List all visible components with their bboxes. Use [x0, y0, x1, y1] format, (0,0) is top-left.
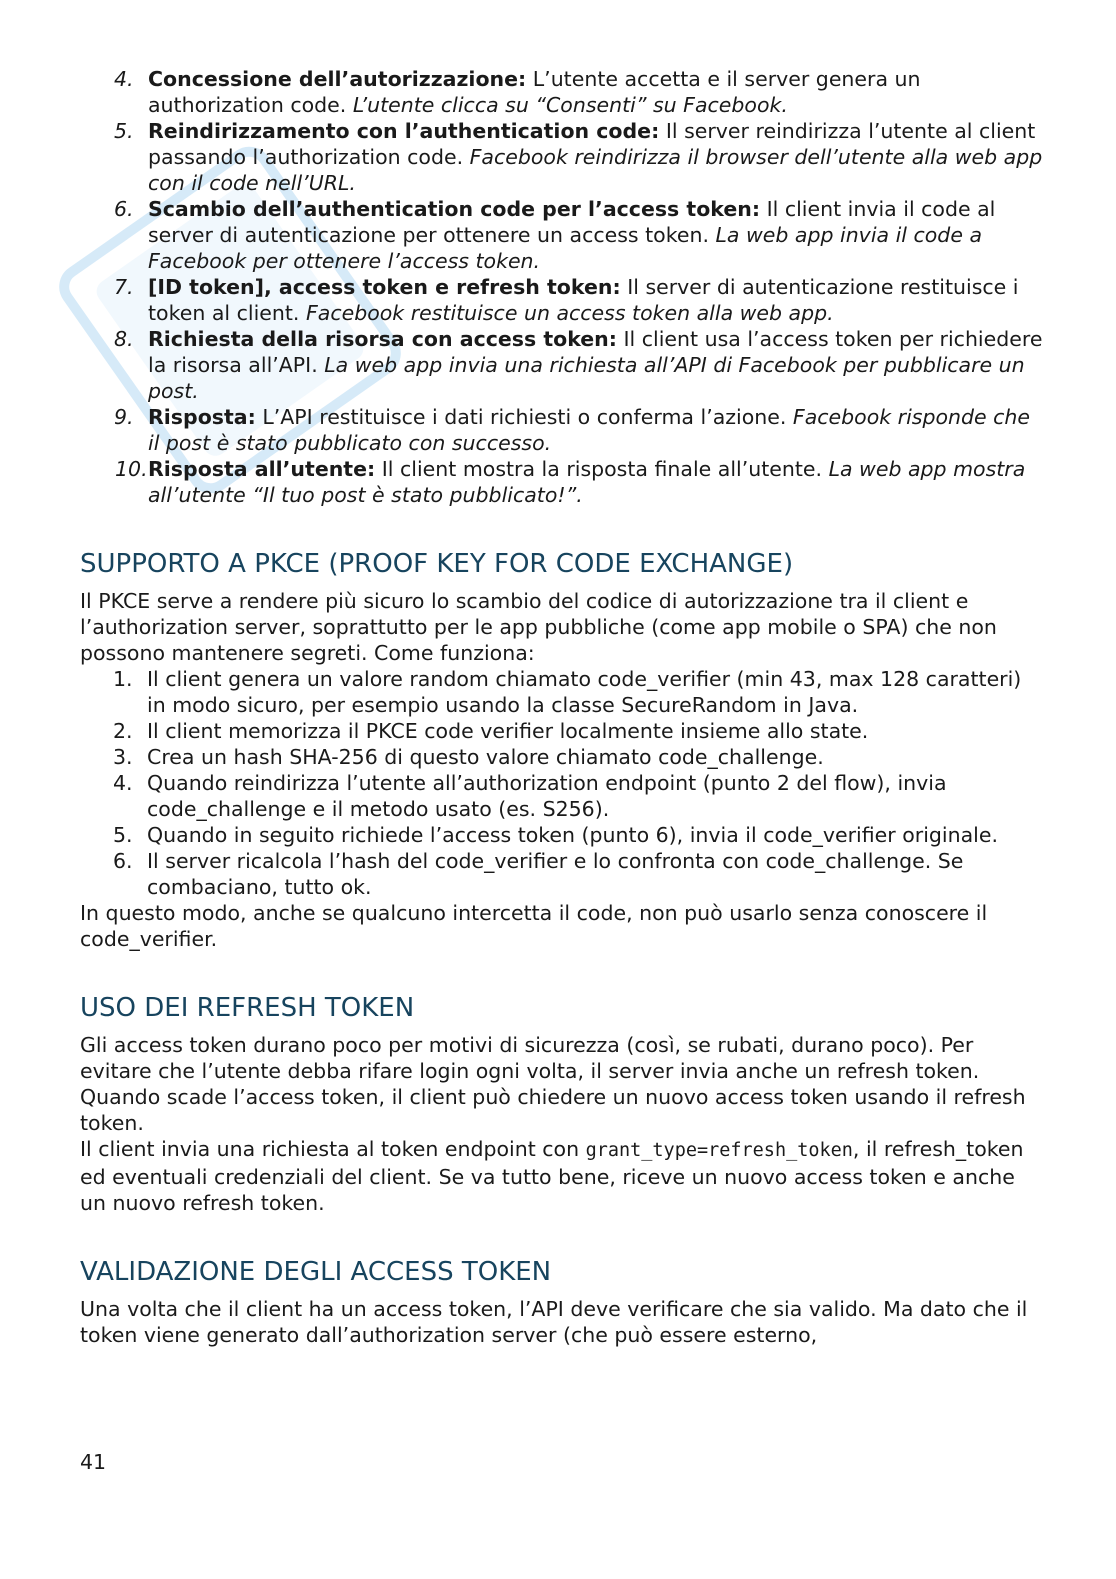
- pkce-step-text: Quando in seguito richiede l’access token (punto 6), invia il code_verifier originale.: [147, 823, 998, 847]
- flow-step: [80, 196, 1045, 274]
- flow-step-number: 7.: [114, 275, 134, 299]
- document-page: [80, 66, 1045, 1348]
- pkce-step-number: 4.: [113, 771, 133, 795]
- pkce-step-number: 3.: [113, 745, 133, 769]
- grant-type-code: grant_type=refresh_token: [585, 1140, 853, 1161]
- flow-step-text: Il client usa l’access token per richiedere la risorsa all’API.: [148, 327, 1043, 377]
- pkce-outro: In questo modo, anche se qualcuno intercetta il code, non può usarlo senza conoscere il code_verifier.: [80, 901, 988, 951]
- pkce-step-number: 5.: [113, 823, 133, 847]
- refresh-paragraph: Quando scade l’access token, il client può chiedere un nuovo access token usando il refresh token.: [80, 1085, 1026, 1135]
- flow-step-example: La web app mostra all’utente “Il tuo post è stato pubblicato!”.: [148, 457, 1026, 507]
- flow-step-title: [ID token], access token e refresh token:: [148, 275, 621, 299]
- page-number: 41: [80, 1450, 107, 1474]
- flow-step-title: Scambio dell’authentication code per l’access token:: [148, 197, 761, 221]
- section-heading-refresh: USO DEI REFRESH TOKEN: [80, 993, 415, 1023]
- flow-step-example: La web app invia una richiesta all’API di Facebook per pubblicare un post.: [148, 353, 1025, 403]
- pkce-intro: Il PKCE serve a rendere più sicuro lo scambio del codice di autorizzazione tra il client e l’authorization server, soprattutto per le app pubbliche (come app mobile o SPA) che non possono mantenere segreti. Come funziona:: [80, 589, 997, 665]
- flow-step-title: Reindirizzamento con l’authentication code:: [148, 119, 660, 143]
- pkce-step-text: Quando reindirizza l’utente all’authorization endpoint (punto 2 del flow), invia code_challenge e il metodo usato (es. S256).: [147, 771, 947, 821]
- pkce-step-text: Il client memorizza il PKCE code verifier localmente insieme allo state.: [147, 719, 869, 743]
- oauth-flow-list: [80, 66, 1045, 508]
- flow-step-title: Risposta:: [148, 405, 256, 429]
- flow-step-text: L’API restituisce i dati richiesti o conferma l’azione.: [255, 405, 793, 429]
- flow-step: [80, 274, 1045, 326]
- flow-step-text: Il client invia il code al server di autenticazione per ottenere un access token.: [148, 197, 996, 247]
- flow-step: [80, 456, 1045, 508]
- flow-step-title: Risposta all’utente:: [148, 457, 376, 481]
- pkce-steps-list: [80, 666, 1045, 900]
- pkce-step: [80, 848, 1045, 900]
- flow-step: [80, 404, 1045, 456]
- validation-paragraph: Una volta che il client ha un access token, l’API deve verificare che sia valido. Ma dato che il token viene generato dall’authorization server (che può essere esterno,: [80, 1297, 1028, 1347]
- flow-step-text: L’utente accetta e il server genera un authorization code.: [148, 67, 921, 117]
- pkce-step: [80, 666, 1045, 718]
- flow-step-title: Concessione dell’autorizzazione:: [148, 67, 527, 91]
- flow-step-text: Il client mostra la risposta finale all’utente.: [375, 457, 829, 481]
- refresh-text: , il refresh_token ed eventuali credenziali del client. Se va tutto bene, riceve un nuovo access token e anche un nuovo refresh token.: [80, 1137, 1024, 1215]
- pkce-step-text: Il server ricalcola l’hash del code_verifier e lo confronta con code_challenge. Se combaciano, tutto ok.: [147, 849, 964, 899]
- flow-step-number: 4.: [114, 67, 134, 91]
- pkce-step-number: 2.: [113, 719, 133, 743]
- pkce-step-text: Crea un hash SHA-256 di questo valore chiamato code_challenge.: [147, 745, 824, 769]
- refresh-paragraph: [80, 1136, 1045, 1216]
- flow-step-number: 10.: [115, 457, 148, 481]
- flow-step: [80, 118, 1045, 196]
- flow-step-number: 5.: [114, 119, 134, 143]
- flow-step-number: 6.: [114, 197, 134, 221]
- section-heading-pkce: SUPPORTO A PKCE (PROOF KEY FOR CODE EXCHANGE): [80, 549, 794, 579]
- flow-step-title: Richiesta della risorsa con access token:: [148, 327, 617, 351]
- flow-step: [80, 326, 1045, 404]
- flow-step-example: Facebook restituisce un access token alla web app.: [305, 301, 834, 325]
- pkce-step-number: 6.: [113, 849, 133, 873]
- flow-step-example: Facebook risponde che il post è stato pubblicato con successo.: [148, 405, 1031, 455]
- flow-step-number: 9.: [114, 405, 134, 429]
- flow-step-example: La web app invia il code a Facebook per ottenere l’access token.: [148, 223, 983, 273]
- pkce-step-number: 1.: [113, 667, 133, 691]
- pkce-step: [80, 718, 1045, 744]
- pkce-step: [80, 770, 1045, 822]
- flow-step: [80, 66, 1045, 118]
- flow-step-text: Il server reindirizza l’utente al client passando l’authorization code.: [148, 119, 1036, 169]
- refresh-paragraph: Gli access token durano poco per motivi di sicurezza (così, se rubati, durano poco). Per evitare che l’utente debba rifare login ogni volta, il server invia anche un refresh token.: [80, 1033, 980, 1083]
- flow-step-example: Facebook reindirizza il browser dell’utente alla web app con il code nell’URL.: [148, 145, 1043, 195]
- flow-step-text: Il server di autenticazione restituisce i token al client.: [148, 275, 1019, 325]
- flow-step-number: 8.: [114, 327, 134, 351]
- pkce-step: [80, 822, 1045, 848]
- pkce-step-text: Il client genera un valore random chiamato code_verifier (min 43, max 128 caratteri) in modo sicuro, per esempio usando la classe SecureRandom in Java.: [147, 667, 1022, 717]
- pkce-step: [80, 744, 1045, 770]
- section-heading-validation: VALIDAZIONE DEGLI ACCESS TOKEN: [80, 1257, 552, 1287]
- refresh-text: Il client invia una richiesta al token endpoint con: [80, 1137, 586, 1161]
- flow-step-example: L’utente clicca su “Consenti” su Facebook.: [352, 93, 788, 117]
